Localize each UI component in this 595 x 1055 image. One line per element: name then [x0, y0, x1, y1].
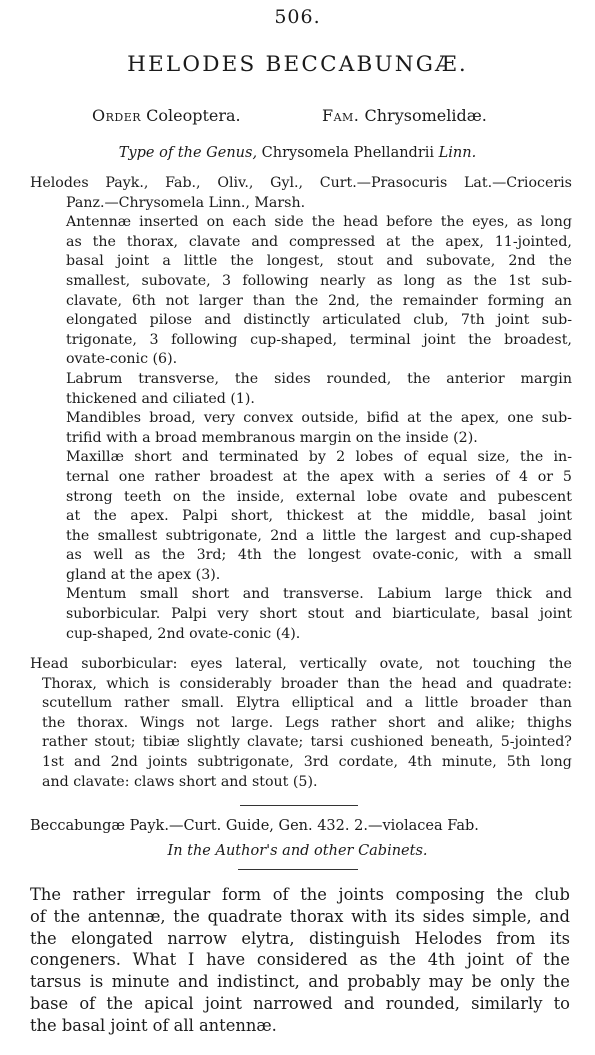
- collection-line: In the Author's and other Cabinets.: [167, 843, 428, 859]
- description-line: elongated pilose and distinctly articulated club, 7th joint sub-: [66, 312, 572, 329]
- description-line: Antennæ inserted on each side the head before the eyes, as long: [66, 214, 572, 231]
- paragraph-line: of the antennæ, the quadrate thorax with its sides simple, and: [30, 906, 570, 926]
- description-line: ovate-conic (6).: [66, 351, 178, 368]
- description-line: as well as the 3rd; 4th the longest ovate-conic, with a small: [66, 547, 572, 564]
- order-value: Coleoptera.: [146, 106, 241, 125]
- description-line: at the apex. Palpi short, thickest at the middle, basal joint: [66, 508, 572, 525]
- description-line: clavate, 6th not larger than the 2nd, the remainder forming an: [66, 292, 572, 309]
- page-number: 506.: [274, 6, 321, 28]
- description-line: suborbicular. Palpi very short stout and biarticulate, basal joint: [66, 606, 572, 623]
- paragraph-line: tarsus is minute and indistinct, and probably may be only the: [30, 972, 570, 992]
- order-label: Order: [92, 106, 142, 125]
- page-title: HELODES BECCABUNGÆ.: [127, 52, 468, 77]
- family-value: Chrysomelidæ.: [364, 106, 487, 125]
- paragraph-line: congeners. What I have considered as the 4th joint of the: [30, 950, 570, 970]
- type-species: Chrysomela Phellandrii: [261, 145, 435, 161]
- description-line: smallest, subovate, 3 following nearly as long as the 1st sub-: [66, 272, 572, 289]
- classification-row: [92, 106, 532, 125]
- description-line: cup-shaped, 2nd ovate-conic (4).: [66, 625, 301, 642]
- family-group: [322, 106, 487, 125]
- divider-bottom: [238, 869, 358, 870]
- type-author: Linn.: [438, 145, 477, 161]
- commentary-paragraph: [30, 884, 570, 1037]
- type-of-genus-line: [0, 145, 595, 161]
- paragraph-line: The rather irregular form of the joints composing the club: [30, 885, 570, 904]
- head-line: scutellum rather small. Elytra elliptical and a little broader than: [42, 695, 572, 712]
- description-line: gland at the apex (3).: [66, 566, 221, 583]
- description-line: trifid with a broad membranous margin on the inside (2).: [66, 429, 478, 446]
- type-prefix: Type of the Genus,: [118, 145, 258, 161]
- description-line: Mandibles broad, very convex outside, bifid at the apex, one sub-: [66, 410, 572, 427]
- description-line: ternal one rather broadest at the apex with a series of 4 or 5: [66, 468, 572, 485]
- description-line: Panz.—Chrysomela Linn., Marsh.: [66, 194, 306, 211]
- head-line: and clavate: claws short and stout (5).: [42, 773, 318, 790]
- generic-description: [30, 174, 572, 644]
- description-line: Labrum transverse, the sides rounded, the anterior margin: [66, 370, 572, 387]
- description-line: basal joint a little the longest, stout and subovate, 2nd the: [66, 253, 572, 270]
- head-line: rather stout; tibiæ slightly clavate; tarsi cushioned beneath, 5-jointed?: [42, 734, 572, 751]
- description-line: thickened and ciliated (1).: [66, 390, 255, 407]
- family-label: Fam.: [322, 106, 360, 125]
- description-line: Mentum small short and transverse. Labium large thick and: [66, 586, 572, 603]
- head-line: Thorax, which is considerably broader than the head and quadrate:: [42, 675, 572, 692]
- description-line: Helodes Payk., Fab., Oliv., Gyl., Curt.—Prasocuris Lat.—Crioceris: [30, 175, 572, 191]
- description-line: Maxillæ short and terminated by 2 lobes of equal size, the in-: [66, 449, 572, 466]
- head-description: [30, 655, 572, 792]
- species-line: Beccabungæ Payk.—Curt. Guide, Gen. 432. 2.—violacea Fab.: [30, 818, 479, 834]
- description-line: strong teeth on the inside, external lobe ovate and pubescent: [66, 488, 572, 505]
- paragraph-line: base of the apical joint narrowed and rounded, similarly to: [30, 993, 570, 1013]
- head-line: the thorax. Wings not large. Legs rather short and alike; thighs: [42, 714, 572, 731]
- head-line: Head suborbicular: eyes lateral, vertically ovate, not touching the: [30, 656, 572, 672]
- description-line: the smallest subtrigonate, 2nd a little the largest and cup-shaped: [66, 527, 572, 544]
- description-line: as the thorax, clavate and compressed at the apex, 11-jointed,: [66, 233, 572, 250]
- paragraph-line: the basal joint of all antennæ.: [30, 1015, 277, 1035]
- description-line: trigonate, 3 following cup-shaped, terminal joint the broadest,: [66, 331, 572, 348]
- paragraph-line: the elongated narrow elytra, distinguish Helodes from its: [30, 928, 570, 948]
- divider-top: [240, 805, 358, 806]
- head-line: 1st and 2nd joints subtrigonate, 3rd cordate, 4th minute, 5th long: [42, 753, 572, 770]
